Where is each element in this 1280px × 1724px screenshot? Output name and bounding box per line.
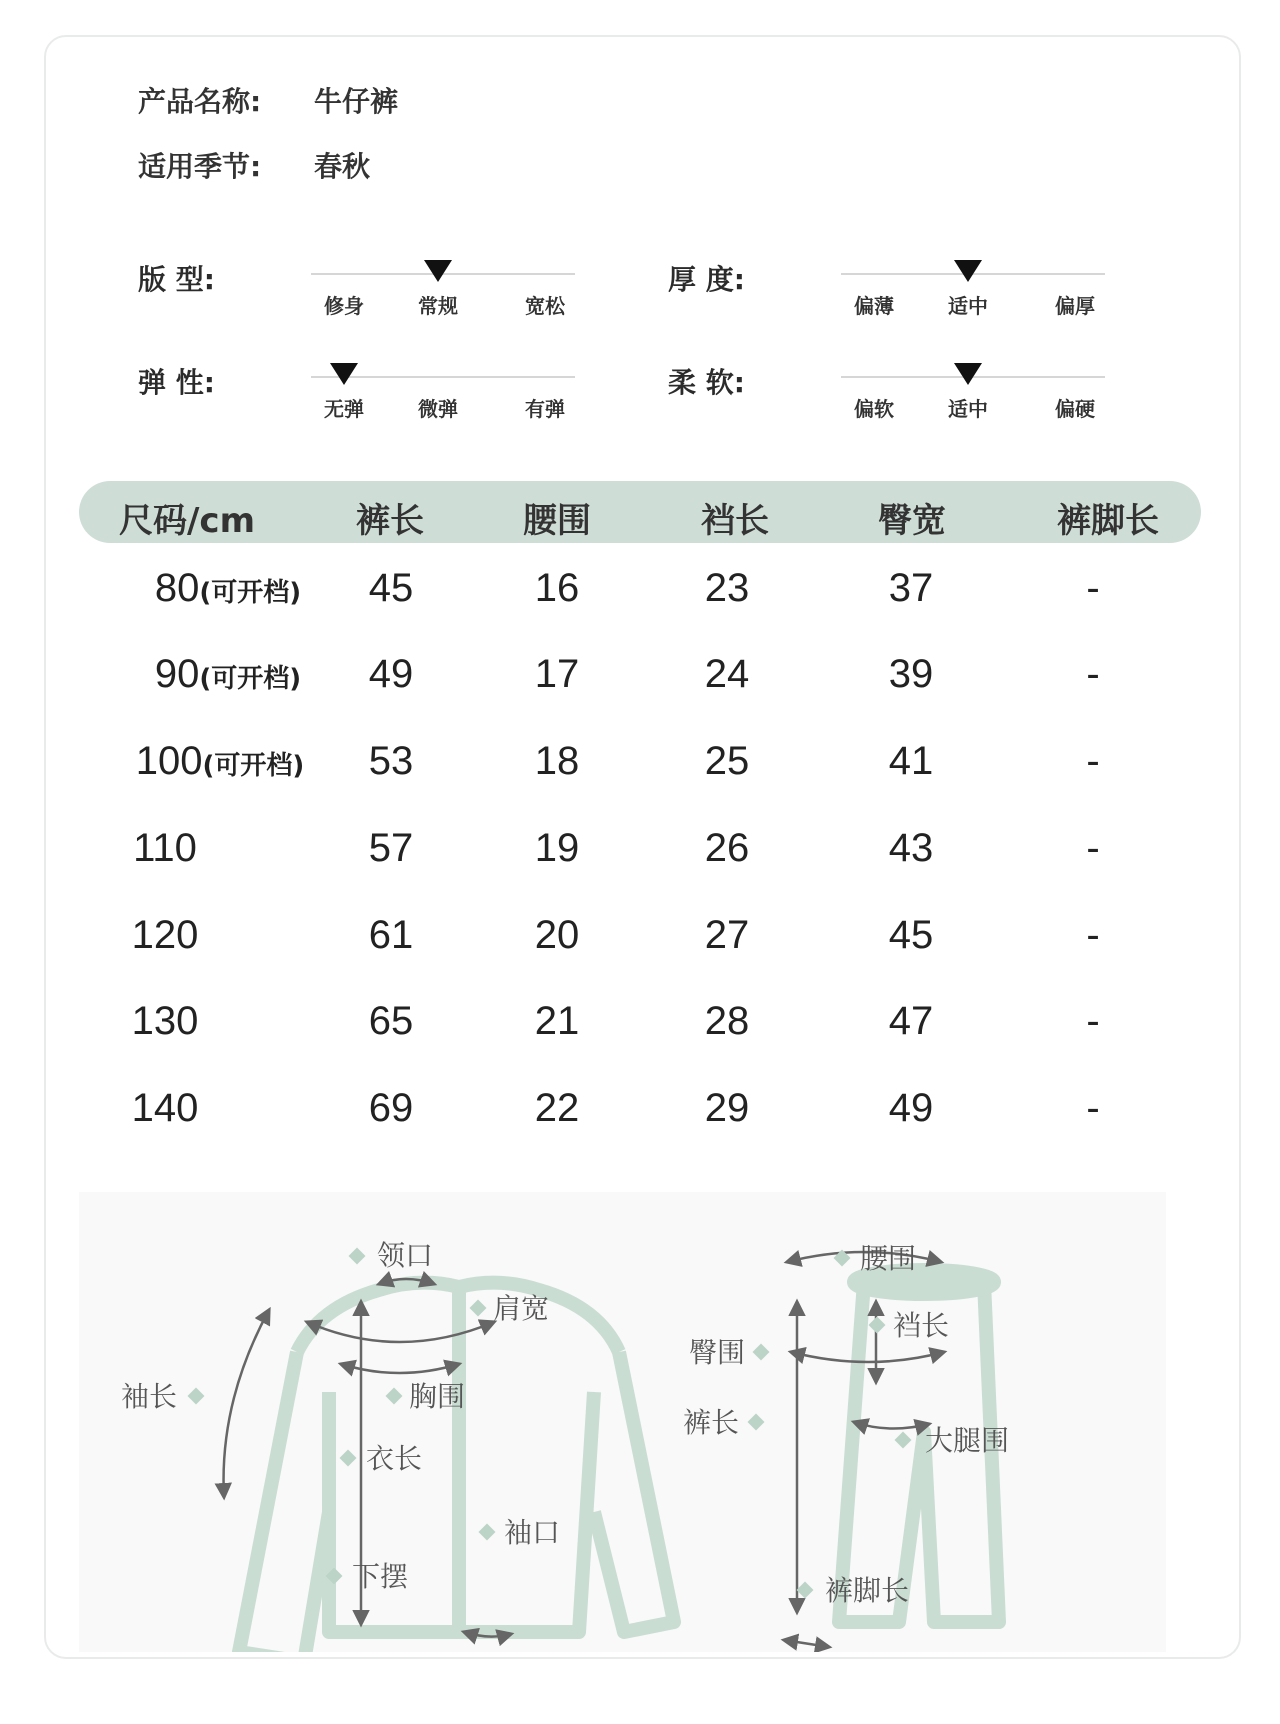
softness-option: 偏软 [854, 397, 894, 421]
size-value: 100 [135, 739, 203, 783]
shoulder-label: 肩宽 [493, 1292, 550, 1325]
season-value: 春秋 [314, 150, 371, 183]
table-row [0, 999, 1280, 1079]
pants-length-cell: 61 [368, 913, 414, 957]
softness-option: 偏硬 [1055, 397, 1095, 421]
rise-cell: 25 [704, 739, 750, 783]
pants-length-cell: 69 [368, 1086, 414, 1130]
size-value: 130 [131, 999, 199, 1043]
pants-length-cell: 57 [368, 826, 414, 870]
cuff-label: 袖口 [504, 1516, 561, 1549]
leg-opening-label: 裤脚长 [825, 1574, 910, 1607]
header-pants-length: 裤长 [356, 501, 424, 541]
hip-cell: 49 [888, 1086, 934, 1130]
size-table-header [79, 481, 1201, 543]
thickness-option: 适中 [948, 294, 988, 318]
table-row [0, 652, 1280, 732]
size-value: 120 [131, 913, 199, 957]
header-rise: 裆长 [701, 501, 769, 541]
thickness-scale-label: 厚 度: [668, 263, 745, 296]
waist-cell: 21 [534, 999, 580, 1043]
fit-option: 修身 [324, 294, 364, 318]
hip-cell: 39 [888, 652, 934, 696]
thigh-arrow-icon [854, 1422, 929, 1429]
size-value: 140 [131, 1086, 199, 1130]
size-note: (可开档) [199, 578, 302, 608]
rise-cell: 23 [704, 566, 750, 610]
jacket-outline-icon [239, 1283, 674, 1652]
thickness-option: 偏厚 [1055, 294, 1095, 318]
fit-scale-marker-icon [424, 260, 452, 282]
thickness-option: 偏薄 [854, 294, 894, 318]
bullet-icon [386, 1388, 403, 1405]
elasticity-scale-marker-icon [330, 363, 358, 385]
leg-opening-cell: - [1086, 826, 1100, 870]
waist-cell: 20 [534, 913, 580, 957]
waist-cell: 16 [534, 566, 580, 610]
sleeve-label: 袖长 [121, 1380, 178, 1413]
fit-scale-label: 版 型: [138, 263, 215, 296]
header-waist: 腰围 [523, 501, 591, 541]
softness-scale-label: 柔 软: [668, 366, 745, 399]
softness-option: 适中 [948, 397, 988, 421]
size-cell [132, 1086, 199, 1131]
bullet-icon [895, 1432, 912, 1449]
waist-cell: 22 [534, 1086, 580, 1130]
hip-cell: 47 [888, 999, 934, 1043]
rise-cell: 26 [704, 826, 750, 870]
bullet-icon [188, 1388, 205, 1405]
size-value: 80 [154, 566, 200, 610]
fit-option: 宽松 [525, 294, 565, 318]
pants-length-cell: 45 [368, 566, 414, 610]
leg-opening-cell: - [1086, 652, 1100, 696]
header-size: 尺码/cm [119, 501, 255, 541]
table-row [0, 566, 1280, 646]
bullet-icon [753, 1344, 770, 1361]
size-cell [132, 913, 199, 958]
pants-length-cell: 53 [368, 739, 414, 783]
leg-opening-cell: - [1086, 566, 1100, 610]
bullet-icon [748, 1414, 765, 1431]
size-cell [155, 652, 301, 697]
table-row [0, 913, 1280, 993]
elasticity-option: 有弹 [525, 397, 565, 421]
header-hip: 臀宽 [878, 501, 946, 541]
product-name-value: 牛仔裤 [314, 85, 399, 118]
jacket-labels [121, 1239, 560, 1593]
size-value: 90 [154, 652, 200, 696]
rise-cell: 24 [704, 652, 750, 696]
length-label: 衣长 [366, 1442, 423, 1475]
hip-cell: 37 [888, 566, 934, 610]
rise-cell: 27 [704, 913, 750, 957]
fit-option: 常规 [418, 294, 458, 318]
measurement-diagram-svg [79, 1192, 1166, 1652]
thigh-label: 大腿围 [925, 1424, 1010, 1457]
rise-cell: 28 [704, 999, 750, 1043]
hip-arrow-icon [791, 1352, 944, 1362]
chest-arrow-icon [341, 1364, 459, 1373]
elasticity-option: 微弹 [418, 397, 458, 421]
product-name-row [138, 80, 398, 120]
waist-label: 腰围 [860, 1242, 917, 1275]
rise-label: 裆长 [893, 1309, 950, 1342]
size-cell [132, 999, 199, 1044]
header-leg-opening: 裤脚长 [1057, 501, 1159, 541]
leg-opening-cell: - [1086, 739, 1100, 783]
hip-cell: 41 [888, 739, 934, 783]
product-name-label: 产品名称: [138, 85, 262, 118]
size-note: (可开档) [199, 664, 302, 694]
leg-opening-arrow-icon [784, 1640, 829, 1647]
bullet-icon [797, 1582, 814, 1599]
bullet-icon [470, 1300, 487, 1317]
rise-cell: 29 [704, 1086, 750, 1130]
chest-label: 胸围 [409, 1380, 466, 1413]
leg-opening-cell: - [1086, 913, 1100, 957]
pants-length-cell: 65 [368, 999, 414, 1043]
table-row [0, 1086, 1280, 1166]
waist-cell: 19 [534, 826, 580, 870]
measurement-diagram [79, 1192, 1166, 1652]
hem-label: 下摆 [352, 1560, 409, 1593]
size-note: (可开档) [202, 751, 305, 781]
bullet-icon [869, 1317, 886, 1334]
pants-length-cell: 49 [368, 652, 414, 696]
hip-cell: 43 [888, 826, 934, 870]
hip-label: 臀围 [689, 1336, 746, 1369]
softness-scale-marker-icon [954, 363, 982, 385]
table-row [0, 826, 1280, 906]
size-cell [136, 739, 305, 784]
pants-length-label: 裤长 [683, 1406, 740, 1439]
sleeve-arrow-icon [224, 1310, 269, 1497]
season-row [138, 145, 370, 185]
waist-cell: 17 [534, 652, 580, 696]
season-label: 适用季节: [138, 150, 262, 183]
size-cell [155, 566, 301, 611]
size-value: 110 [133, 826, 197, 870]
hip-cell: 45 [888, 913, 934, 957]
collar-label: 领口 [377, 1239, 434, 1272]
bullet-icon [479, 1524, 496, 1541]
waist-cell: 18 [534, 739, 580, 783]
leg-opening-cell: - [1086, 1086, 1100, 1130]
leg-opening-cell: - [1086, 999, 1100, 1043]
thickness-scale-marker-icon [954, 260, 982, 282]
size-cell [133, 826, 197, 871]
bullet-icon [349, 1248, 366, 1265]
elasticity-option: 无弹 [324, 397, 364, 421]
table-row [0, 739, 1280, 819]
bullet-icon [340, 1450, 357, 1467]
elasticity-scale-label: 弹 性: [138, 366, 215, 399]
